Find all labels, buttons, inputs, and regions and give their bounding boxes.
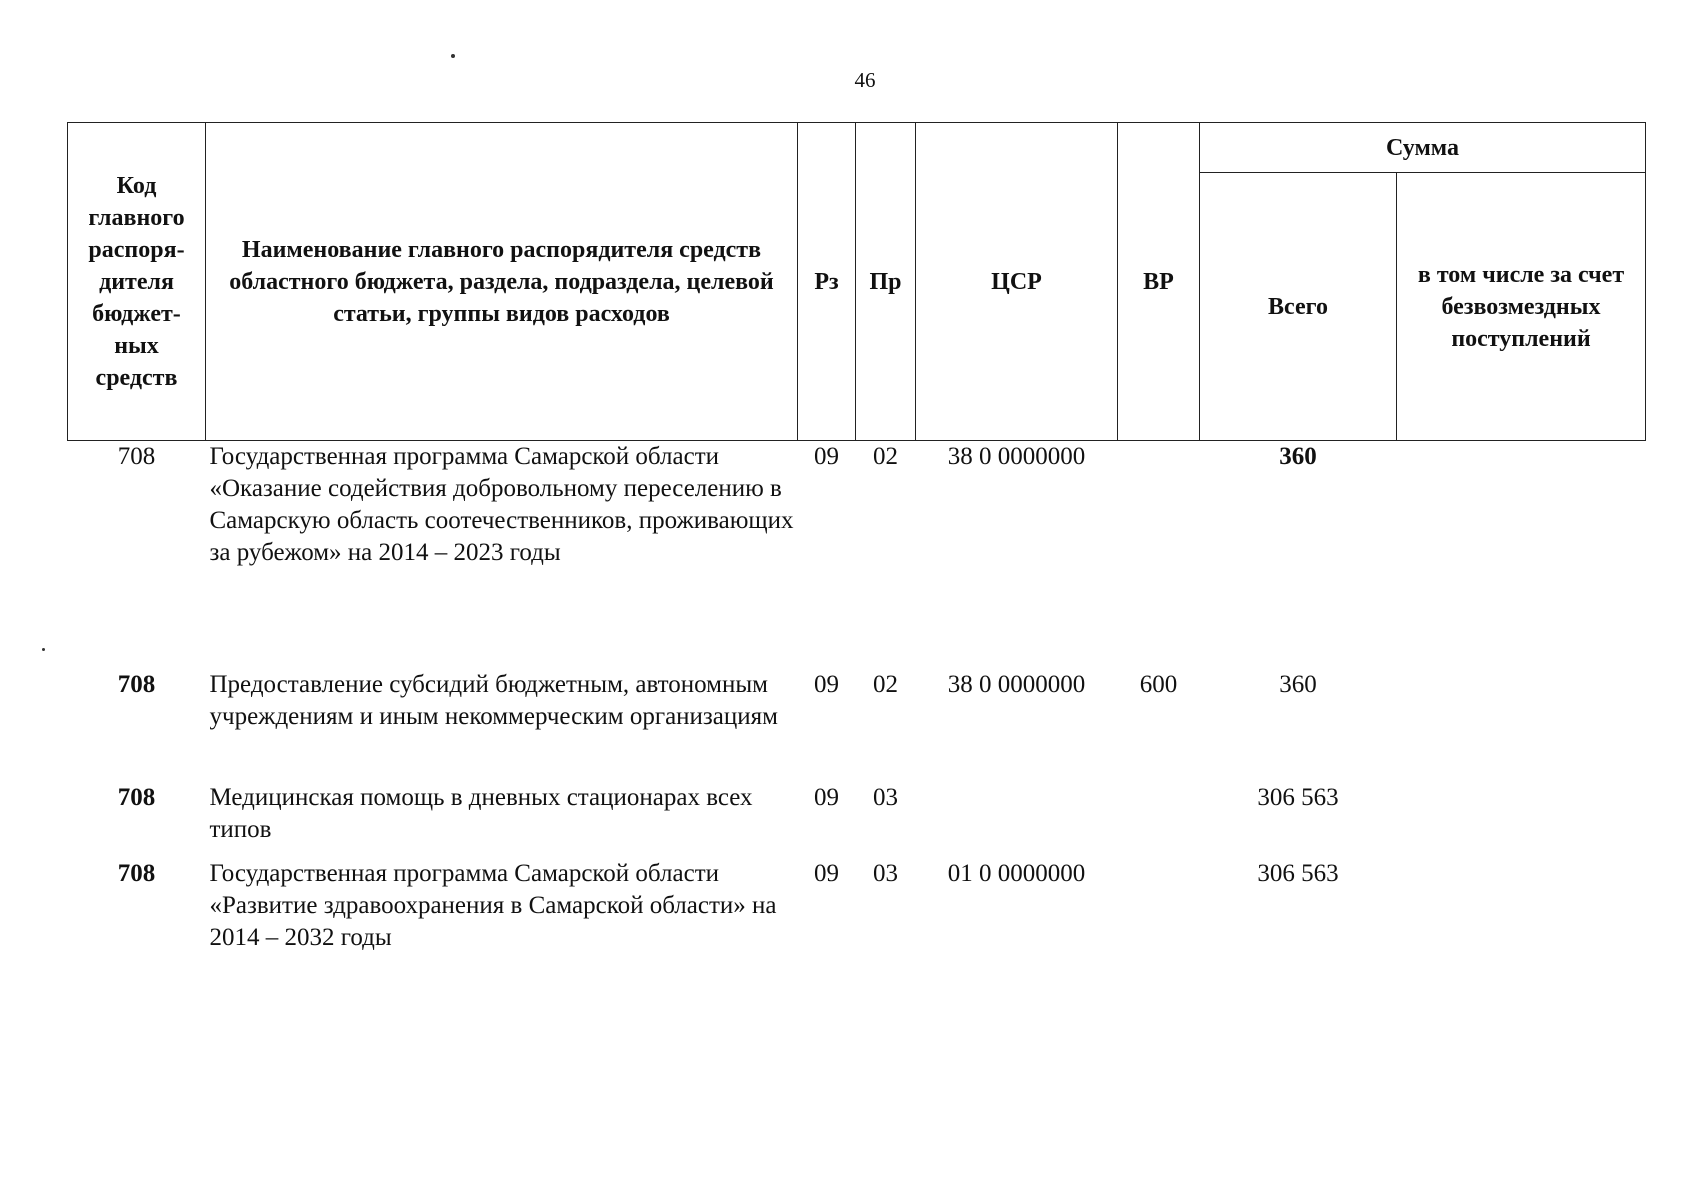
table-header bbox=[68, 123, 1646, 441]
row-total: 306 563 bbox=[1257, 859, 1339, 887]
row-code: 708 bbox=[117, 670, 156, 698]
row-csr bbox=[916, 782, 1118, 858]
header-code: Код главного распоря-дителя бюджет-ных средств bbox=[68, 123, 206, 441]
row-including bbox=[1397, 669, 1646, 782]
row-including bbox=[1397, 441, 1646, 669]
row-csr: 38 0 0000000 bbox=[947, 443, 1086, 470]
row-name: Государственная программа Самарской области «Оказание содействия добровольному переселению в Самарскую область соотечественников, проживающих за рубежом» на 2014 – 2023 годы bbox=[209, 443, 794, 566]
row-rz: 09 bbox=[814, 443, 839, 470]
budget-table bbox=[67, 122, 1646, 968]
row-vr bbox=[1118, 782, 1200, 858]
row-name: Медицинская помощь в дневных стационарах всех типов bbox=[209, 783, 753, 843]
row-name: Предоставление субсидий бюджетным, автономным учреждениям и иным некоммерческим организациям bbox=[209, 670, 778, 730]
row-total: 306 563 bbox=[1257, 783, 1339, 811]
row-code: 708 bbox=[117, 783, 156, 811]
table-row bbox=[68, 669, 1646, 782]
table-body bbox=[68, 441, 1646, 968]
header-csr: ЦСР bbox=[916, 123, 1118, 441]
row-vr bbox=[1118, 441, 1200, 669]
row-csr: 01 0 0000000 bbox=[947, 859, 1086, 887]
scan-speck bbox=[451, 54, 455, 58]
page-number: 46 bbox=[854, 68, 876, 92]
row-pr: 03 bbox=[873, 783, 898, 811]
row-including bbox=[1397, 858, 1646, 968]
header-sum: Сумма bbox=[1200, 123, 1646, 173]
row-csr: 38 0 0000000 bbox=[947, 670, 1086, 698]
row-rz: 09 bbox=[814, 783, 839, 811]
header-total: Всего bbox=[1200, 173, 1397, 441]
row-total: 360 bbox=[1279, 443, 1317, 470]
row-code: 708 bbox=[117, 859, 156, 887]
row-rz: 09 bbox=[814, 859, 839, 887]
row-vr bbox=[1118, 858, 1200, 968]
row-total: 360 bbox=[1279, 670, 1317, 698]
table-row bbox=[68, 782, 1646, 858]
table-row bbox=[68, 858, 1646, 968]
header-including: в том числе за счет безвозмездных поступлений bbox=[1397, 173, 1646, 441]
row-vr: 600 bbox=[1139, 670, 1178, 698]
header-name: Наименование главного распорядителя средств областного бюджета, раздела, подраздела, целевой статьи, группы видов расходов bbox=[206, 123, 798, 441]
row-name: Государственная программа Самарской области «Развитие здравоохранения в Самарской области» на 2014 – 2032 годы bbox=[209, 859, 777, 951]
table-row bbox=[68, 441, 1646, 669]
row-rz: 09 bbox=[814, 670, 839, 698]
row-including bbox=[1397, 782, 1646, 858]
header-rz: Рз bbox=[798, 123, 856, 441]
header-pr: Пр bbox=[856, 123, 916, 441]
row-pr: 02 bbox=[873, 670, 898, 698]
row-pr: 02 bbox=[873, 443, 898, 470]
header-vr: ВР bbox=[1118, 123, 1200, 441]
scan-speck bbox=[42, 648, 45, 651]
row-pr: 03 bbox=[873, 859, 898, 887]
row-code: 708 bbox=[117, 443, 156, 470]
